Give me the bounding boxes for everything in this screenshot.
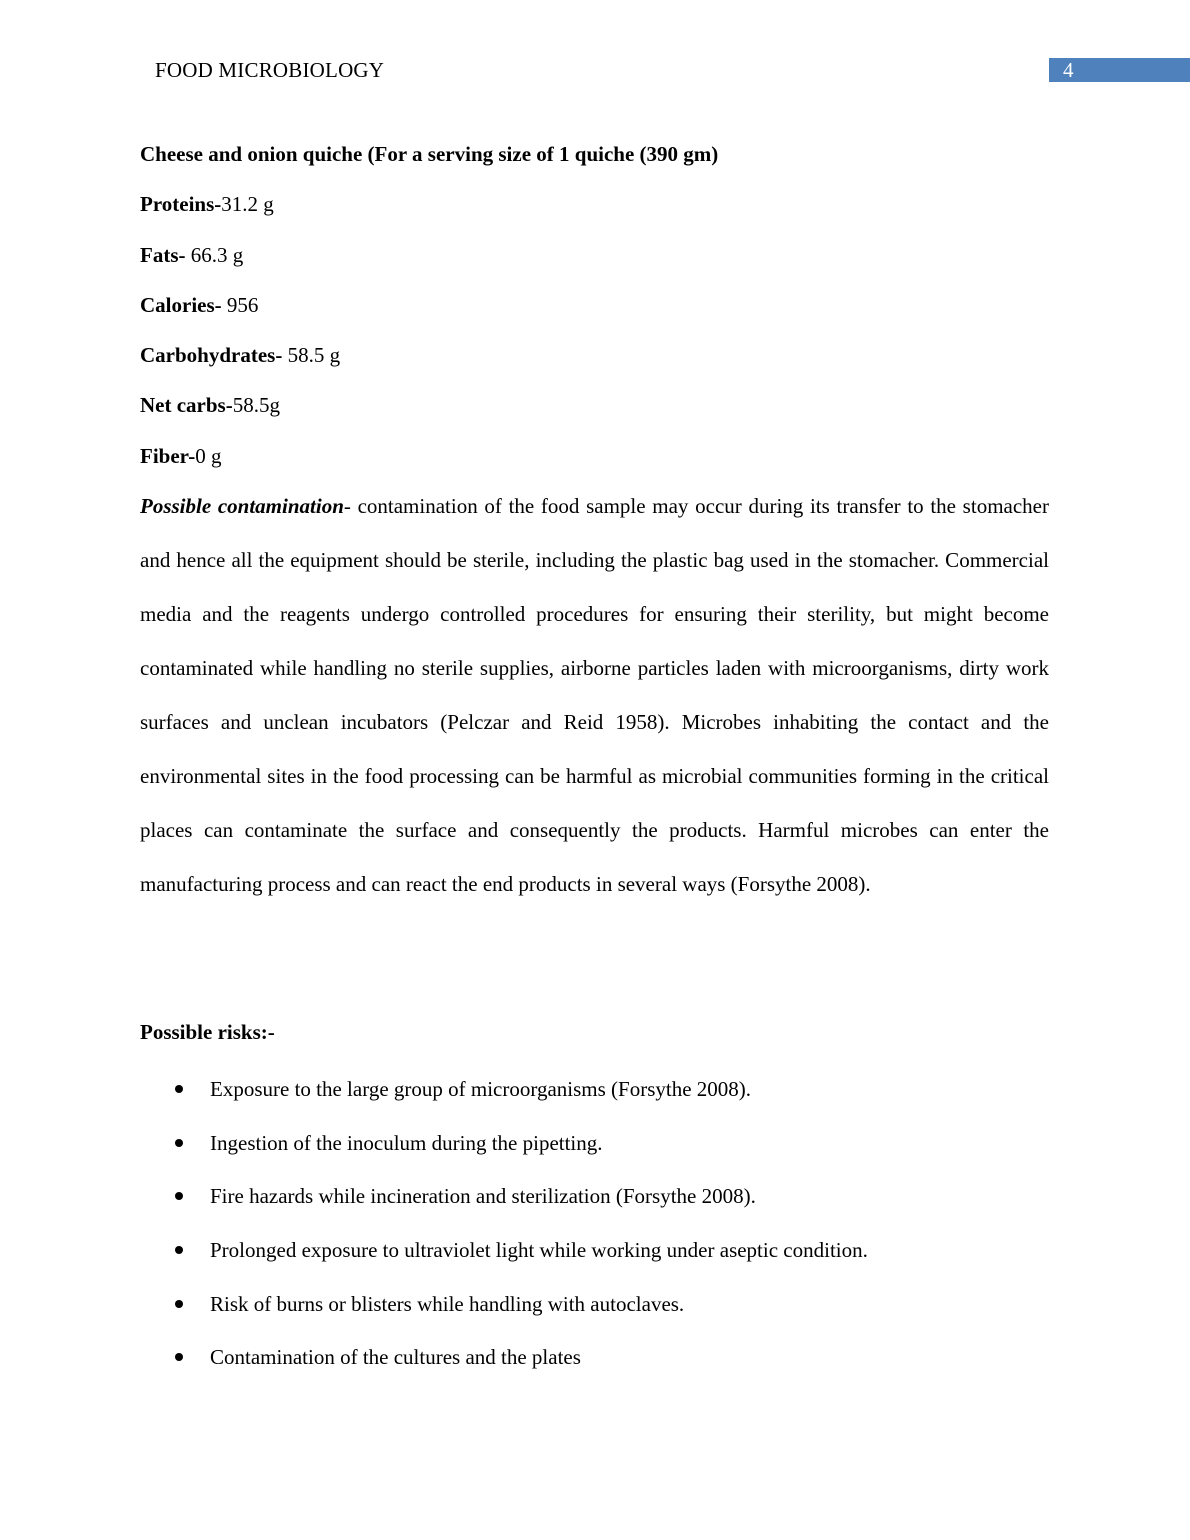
risks-list <box>140 1072 1049 1394</box>
nutrition-label: Fiber- <box>140 443 196 468</box>
risk-text: Risk of burns or blisters while handling with autoclaves. <box>210 1291 685 1316</box>
bullet-icon <box>175 1246 183 1254</box>
risk-text: Contamination of the cultures and the plates <box>210 1345 581 1370</box>
nutrition-row-net-carbs <box>140 389 1049 439</box>
risks-heading: Possible risks:- <box>140 1020 275 1044</box>
list-item <box>140 1072 1049 1126</box>
contamination-text: - contamination of the food sample may occur during its transfer to the stomacher and hence all the equipment should be sterile, including the plastic bag used in the stomacher. Commercial media and the reagents undergo controlled procedures for ensuring their sterility, but might become contaminated while handling no sterile supplies, airborne particles laden with microorganisms, dirty work surfaces and unclean incubators (Pelczar and Reid 1958). Microbes inhabiting the contact and the environmental sites in the food processing can be harmful as microbial communities forming in the critical places can contaminate the surface and consequently the products. Harmful microbes can enter the manufacturing process and can react the end products in several ways (Forsythe 2008). <box>140 494 1049 897</box>
list-item <box>140 1179 1049 1233</box>
list-item <box>140 1340 1049 1394</box>
list-item <box>140 1287 1049 1341</box>
bullet-icon <box>175 1192 183 1200</box>
contamination-label: Possible contamination <box>140 494 344 519</box>
nutrition-label: Proteins- <box>140 192 222 217</box>
bullet-icon <box>175 1139 183 1147</box>
nutrition-value: 31.2 g <box>221 192 274 217</box>
nutrition-value: 956 <box>221 292 259 317</box>
nutrition-label: Calories- <box>140 292 222 317</box>
nutrition-value: 58.5 g <box>282 343 341 368</box>
nutrition-row-fats <box>140 239 1049 289</box>
bullet-icon <box>175 1085 183 1093</box>
list-item <box>140 1126 1049 1180</box>
bullet-icon <box>175 1353 183 1361</box>
nutrition-value: 58.5g <box>232 393 280 418</box>
risk-text: Ingestion of the inoculum during the pipetting. <box>210 1130 603 1155</box>
risk-text: Prolonged exposure to ultraviolet light while working under aseptic condition. <box>210 1238 868 1263</box>
nutrition-title: Cheese and onion quiche (For a serving size of 1 quiche (390 gm) <box>140 142 719 166</box>
nutrition-row-carbohydrates <box>140 339 1049 389</box>
risk-text: Fire hazards while incineration and sterilization (Forsythe 2008). <box>210 1184 756 1209</box>
nutrition-value: 0 g <box>195 443 222 468</box>
nutrition-label: Carbohydrates- <box>140 343 283 368</box>
page-number-bar <box>1049 58 1190 82</box>
bullet-icon <box>175 1300 183 1308</box>
nutrition-value: 66.3 g <box>185 242 244 267</box>
contamination-paragraph <box>140 479 1049 911</box>
nutrition-section <box>140 138 1049 932</box>
nutrition-label: Net carbs- <box>140 393 233 418</box>
nutrition-row-calories <box>140 289 1049 339</box>
risk-text: Exposure to the large group of microorganisms (Forsythe 2008). <box>210 1077 752 1101</box>
nutrition-row-proteins <box>140 188 1049 238</box>
running-head-title: FOOD MICROBIOLOGY <box>155 58 385 82</box>
list-item <box>140 1233 1049 1287</box>
nutrition-label: Fats- <box>140 242 186 267</box>
page-number: 4 <box>1063 58 1074 82</box>
